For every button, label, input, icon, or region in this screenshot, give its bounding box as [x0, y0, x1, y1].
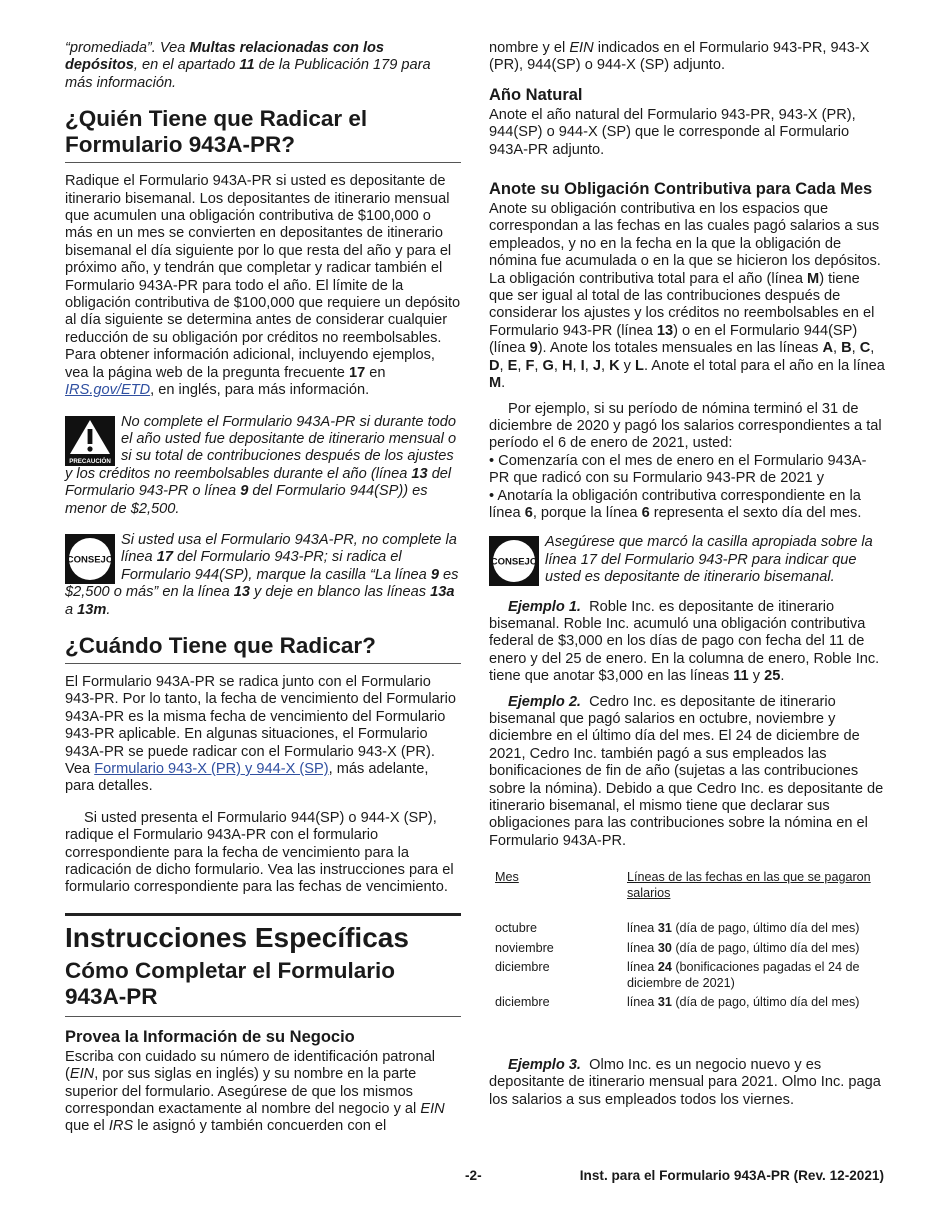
intro-paragraph: “promediada”. Vea Multas relacionadas con los depósitos, en el apartado 11 de la Publicación 179 para más información.	[65, 40, 431, 91]
ejemplo-3-paragraph: Ejemplo 3. Olmo Inc. es un negocio nuevo y es depositante de itinerario mensual para 2021. Olmo Inc. paga los salarios a sus empleados todos los viernes.	[489, 1056, 881, 1108]
table-row: noviembre línea 30 (día de pago, último día del mes)	[495, 940, 860, 955]
table-row: diciembre línea 24 (bonificaciones pagadas el 24 de diciembre de 2021)	[495, 960, 860, 990]
cuando-paragraph-2: Si usted presenta el Formulario 944(SP) o 944-X (SP), radique el Formulario 943A-PR con el formulario correspondiente para la fecha de vencimiento para la radicación de dicho formulario. Vea las instrucciones para el formulario correspondiente para las fechas de vencimiento.	[65, 809, 454, 896]
heading-quien: ¿Quién Tiene que Radicar el Formulario 943A-PR?	[65, 106, 461, 163]
heading-anote: Anote su Obligación Contributiva para Cada Mes	[489, 180, 873, 199]
caution-note: PRECAUCIÓN No complete el Formulario 943A-PR si durante todo el año usted fue depositante de itinerario mensual o si su total de contribuciones después de los ajustes y los créditos no reembolsables durante el año (línea 13 del Formulario 943-PR o línea 9 del Formulario 944(SP)) es menor de $2,500.	[65, 413, 457, 517]
bullet-item-1: • Comenzaría con el mes de enero en el Formulario 943A-PR que radicó con su Formulario 943-PR de 2021 y	[489, 452, 867, 487]
anote-paragraph: Anote su obligación contributiva en los espacios que correspondan a las fechas en las cuales pagó salarios a sus empleados, y no en la fecha en la que la obligación de nómina fue acumulada o en la que se hicieron los depósitos. La obligación contributiva total para el año (línea M) tiene que ser igual al total de las contribuciones después de considerar los ajustes y los créditos no reembolsables en el Formulario 943-PR (línea 13) o en el Formulario 944(SP) (línea 9). Anote los totales mensuales en las líneas A, B, C, D, E, F, G, H, I, J, K y L. Anote el total para el año en la línea M.	[489, 201, 885, 392]
table-row: octubre línea 31 (día de pago, último día del mes)	[495, 921, 860, 936]
salary-dates-table	[489, 868, 885, 1013]
anio-paragraph: Anote el año natural del Formulario 943-PR, 943-X (PR), 944(SP) o 944-X (SP) que le corresponde al Formulario 943A-PR adjunto.	[489, 106, 856, 158]
irs-etd-link[interactable]: IRS.gov/ETD	[65, 382, 151, 399]
heading-instrucciones: Instrucciones Específicas	[65, 913, 461, 954]
svg-text:PRECAUCIÓN: PRECAUCIÓN	[69, 457, 111, 465]
bullet-item-2: • Anotaría la obligación contributiva correspondiente en la línea 6, porque la línea 6 representa el sexto día del mes.	[489, 487, 862, 521]
page-number: -2-	[465, 1168, 482, 1183]
heading-cuando: ¿Cuándo Tiene que Radicar?	[65, 633, 461, 664]
tip-note: CONSEJO Si usted usa el Formulario 943A-PR, no complete la línea 17 del Formulario 943-PR; si radica el Formulario 944(SP), marque la casilla “La línea 9 es $2,500 o más” en la línea 13 y deje en blanco las líneas 13a a 13m.	[65, 531, 459, 618]
provea-paragraph: Escriba con cuidado su número de identificación patronal (EIN, por sus siglas en inglés) y su nombre en la parte superior del formulario. Asegúrese de que los mismos correspondan exactamente al nombre del negocio y al EIN que el IRS le asignó y también concuerden con el	[65, 1048, 445, 1135]
tip-note-2: CONSEJO Asegúrese que marcó la casilla apropiada sobre la línea 17 del Formulario 943-PR para indicar que usted es depositante de itinerario bisemanal.	[490, 534, 873, 586]
left-column	[65, 40, 461, 1150]
svg-text:CONSEJO: CONSEJO	[66, 554, 114, 566]
footer-title: Inst. para el Formulario 943A-PR (Rev. 12-2021)	[579, 1168, 884, 1183]
tip-icon	[65, 534, 115, 584]
ejemplo-1-paragraph: Ejemplo 1. Roble Inc. es depositante de itinerario bisemanal. Roble Inc. acumuló una obligación contributiva federal de $3,000 en los días de pago con fecha del 11 de enero y del 25 de enero. En la columna de enero, Roble Inc. tiene que anotar $3,000 en las líneas 11 y 25.	[489, 598, 880, 685]
caution-icon	[65, 416, 115, 466]
table-header-row	[489, 868, 885, 919]
cuando-paragraph-1: El Formulario 943A-PR se radica junto con el Formulario 943-PR. Por lo tanto, la fecha de vencimiento del Formulario 943A-PR es la misma fecha de vencimiento del Formulario 943-PR aplicable. En algunas situaciones, el Formulario 943A-PR se puede radicar con el Formulario 943-X (PR). Vea Formulario 943-X (PR) y 944-X (SP), más adelante, para detalles.	[65, 673, 456, 795]
heading-como: Cómo Completar el Formulario 943A-PR	[65, 958, 461, 1017]
svg-text:CONSEJO: CONSEJO	[490, 556, 538, 568]
ejemplo-paragraph: Por ejemplo, si su período de nómina terminó el 31 de diciembre de 2020 y pagó los salarios correspondientes a tal período el 6 de enero de 2021, usted:	[489, 400, 882, 452]
quien-paragraph: Radique el Formulario 943A-PR si usted es depositante de itinerario bisemanal. Los depositantes de itinerario mensual que acumulen una obligación contributiva de $100,000 o más en un mes se convierten en depositantes de itinerario bisemanal el día siguiente por lo que resta del año y para el próximo año, y tendrán que completar y radicar también el Formulario 943A-PR para todo el año. El límite de la obligación contributiva de $100,000 que requiere un depósito al día siguiente se determina antes de considerar cualquier reducción de su obligación por créditos no reembolsables. Para obtener información adicional, incluyendo ejemplos, vea la página web de la pregunta frecuente 17 en IRS.gov/ETD, en inglés, para más información.	[65, 173, 461, 399]
heading-provea: Provea la Información de su Negocio	[65, 1027, 355, 1046]
tip-icon	[489, 536, 539, 586]
table-row: diciembre línea 31 (día de pago, último día del mes)	[495, 995, 860, 1010]
form-943x-link[interactable]: Formulario 943-X (PR) y 944-X (SP)	[94, 761, 329, 777]
right-column	[489, 40, 885, 1123]
ejemplo-2-paragraph: Ejemplo 2. Cedro Inc. es depositante de itinerario bisemanal que pagó salarios en octubre, noviembre y diciembre en el último día del mes. El 24 de diciembre de 2021, Cedro Inc. también pagó a sus empleados las bonificaciones de fin de año (sujetas a las contribuciones sobre la nómina). Debido a que Cedro Inc. es depositante de itinerario bisemanal, el mismo tiene que declarar sus obligaciones para las contribuciones sobre la nómina en el Formulario 943A-PR.	[489, 693, 884, 849]
table-header-mes: Mes	[495, 870, 519, 885]
heading-anio-natural: Año Natural	[489, 85, 583, 104]
table-header-lineas: Líneas de las fechas en las que se pagaron salarios	[627, 870, 871, 900]
continuation-paragraph: nombre y el EIN indicados en el Formulario 943-PR, 943-X (PR), 944(SP) o 944-X (SP) adjunto.	[489, 40, 870, 74]
